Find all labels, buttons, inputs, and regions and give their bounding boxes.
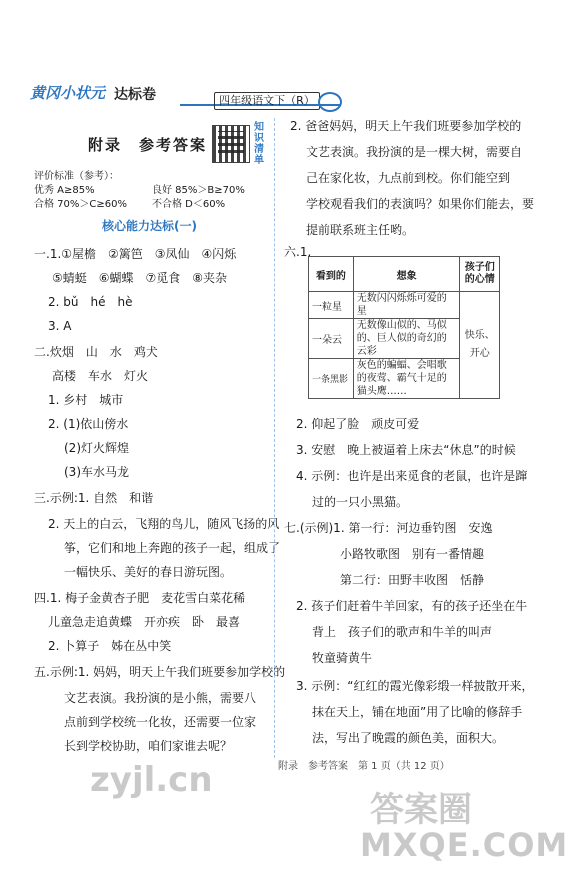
- answer-line: 1. 乡村 城市: [48, 393, 124, 407]
- watermark-right-top: 答案圈: [370, 790, 472, 830]
- table-header-cell: 看到的: [309, 257, 354, 292]
- table-header-cell: 孩子们的心情: [460, 257, 500, 292]
- answer-line: 4. 示例：也许是出来觅食的老鼠，也许是蹿: [296, 469, 528, 483]
- page-title: 附录 参考答案: [88, 136, 208, 154]
- mood-cell: 快乐、开心: [460, 292, 500, 399]
- answer-line: 提前联系班主任哟。: [306, 223, 415, 237]
- watermark-right-bottom: MXQE.COM: [360, 826, 568, 864]
- imagination-table: [308, 256, 500, 399]
- table-header-cell: 想象: [353, 257, 460, 292]
- brand-name: 黄冈小状元: [30, 84, 106, 102]
- answer-line: 2. 仰起了脸 顽皮可爱: [296, 417, 420, 431]
- answer-line: 第二行：田野丰收图 恬静: [340, 573, 485, 587]
- answer-line: 四.1. 梅子金黄杏子肥 麦花雪白菜花稀: [34, 591, 246, 605]
- answer-line: 二.炊烟 山 水 鸡犬: [34, 345, 158, 359]
- answer-line: 抹在天上，铺在地面”用了比喻的修辞手: [312, 705, 523, 719]
- knowledge-list-label: 知识清单: [254, 122, 264, 166]
- answer-line: 点前到学校统一化妆，还需要一位家: [64, 715, 257, 729]
- answer-line: 2. 卜算子 姊在丛中笑: [48, 639, 172, 653]
- answer-line: 五.示例:1. 妈妈，明天上午我们班要参加学校的: [34, 665, 286, 679]
- answer-line: 2. 孩子们赶着牛羊回家，有的孩子还坐在牛: [296, 599, 528, 613]
- answer-line: 文艺表演。我扮演的是一棵大树，需要自: [306, 145, 523, 159]
- answer-line: (3)车水马龙: [64, 465, 129, 479]
- answer-line: 文艺表演。我扮演的是小熊，需要八: [64, 691, 257, 705]
- answer-line: 六.1.: [284, 245, 312, 259]
- table-header-row: [309, 257, 500, 292]
- answer-line: ⑤蜻蜓 ⑥蝴蝶 ⑦觅食 ⑧夹杂: [52, 271, 228, 285]
- answer-line: 3. A: [48, 319, 72, 333]
- table-cell: 一条黑影: [309, 359, 354, 399]
- answer-line: 三.示例:1. 自然 和谐: [34, 491, 154, 505]
- brand-logo: [30, 80, 200, 114]
- answer-line: 儿童急走追黄蝶 开亦疾 卧 最喜: [48, 615, 241, 629]
- answer-line: 长到学校协助，咱们家谁去呢？: [64, 739, 233, 753]
- answer-line: 高楼 车水 灯火: [52, 369, 149, 383]
- answer-line: 筝，它们和地上奔跑的孩子一起，组成了: [64, 541, 281, 555]
- answer-line: (2)灯火辉煌: [64, 441, 129, 455]
- table-cell: 无数像山似的、马似的、巨人似的奇幻的云彩: [353, 319, 460, 359]
- answer-line: 七.(示例)1. 第一行：河边垂钓图 安逸: [284, 521, 493, 535]
- answer-line: 3. 示例：“红红的霞光像彩缎一样披散开来，: [296, 679, 534, 693]
- criteria-good: 良好 85%＞B≥70%: [152, 185, 245, 196]
- column-divider: [274, 118, 275, 758]
- answer-line: 牧童骑黄牛: [312, 651, 373, 665]
- table-cell: 一朵云: [309, 319, 354, 359]
- answer-line: 背上 孩子们的歌声和牛羊的叫声: [312, 625, 493, 639]
- answer-line: 2. bǔ hé hè: [48, 295, 133, 309]
- answer-line: 一.1.①屋檐 ②篱笆 ③凤仙 ④闪烁: [34, 247, 237, 261]
- answer-line: 小路牧歌图 别有一番情趣: [340, 547, 485, 561]
- series-name: 达标卷: [114, 87, 156, 103]
- table-cell: 一粒星: [309, 292, 354, 319]
- criteria-fail: 不合格 D＜60%: [152, 199, 226, 210]
- criteria-pass: 合格 70%＞C≥60%: [34, 199, 127, 210]
- section-title: 核心能力达标(一): [102, 219, 197, 233]
- answer-line: 一幅快乐、美好的春日游玩图。: [64, 565, 233, 579]
- table-cell: 灰色的蝙蝠、会唱歌的夜莺、霸气十足的猫头鹰……: [353, 359, 460, 399]
- watermark-left: zyjl.cn: [90, 760, 213, 800]
- criteria-excellent: 优秀 A≥85%: [34, 185, 95, 196]
- header-ornament-icon: [318, 92, 342, 112]
- criteria-heading: 评价标准（参考）：: [34, 171, 119, 182]
- table-cell: 无数闪闪烁烁可爱的星: [353, 292, 460, 319]
- answer-line: 己在家化妆，九点前到校。你们能空到: [306, 171, 511, 185]
- answer-line: 学校观看我们的表演吗？如果你们能去，要: [306, 197, 535, 211]
- answer-line: 2. 天上的白云，飞翔的鸟儿，随风飞扬的风: [48, 517, 280, 531]
- qr-code[interactable]: [212, 125, 250, 163]
- answer-line: 3. 安慰 晚上被逼着上床去“休息”的时候: [296, 443, 516, 457]
- answer-line: 2. (1)依山傍水: [48, 417, 129, 431]
- answer-line: 2. 爸爸妈妈，明天上午我们班要参加学校的: [290, 119, 522, 133]
- answer-line: 过的一只小黑猫。: [312, 495, 409, 509]
- answer-line: 法，写出了晚霞的颜色美，面积大。: [312, 731, 505, 745]
- grade-label: 四年级语文下（R）: [214, 92, 320, 110]
- table-row: [309, 292, 500, 319]
- page-footer: 附录 参考答案 第 1 页（共 12 页）: [278, 761, 450, 772]
